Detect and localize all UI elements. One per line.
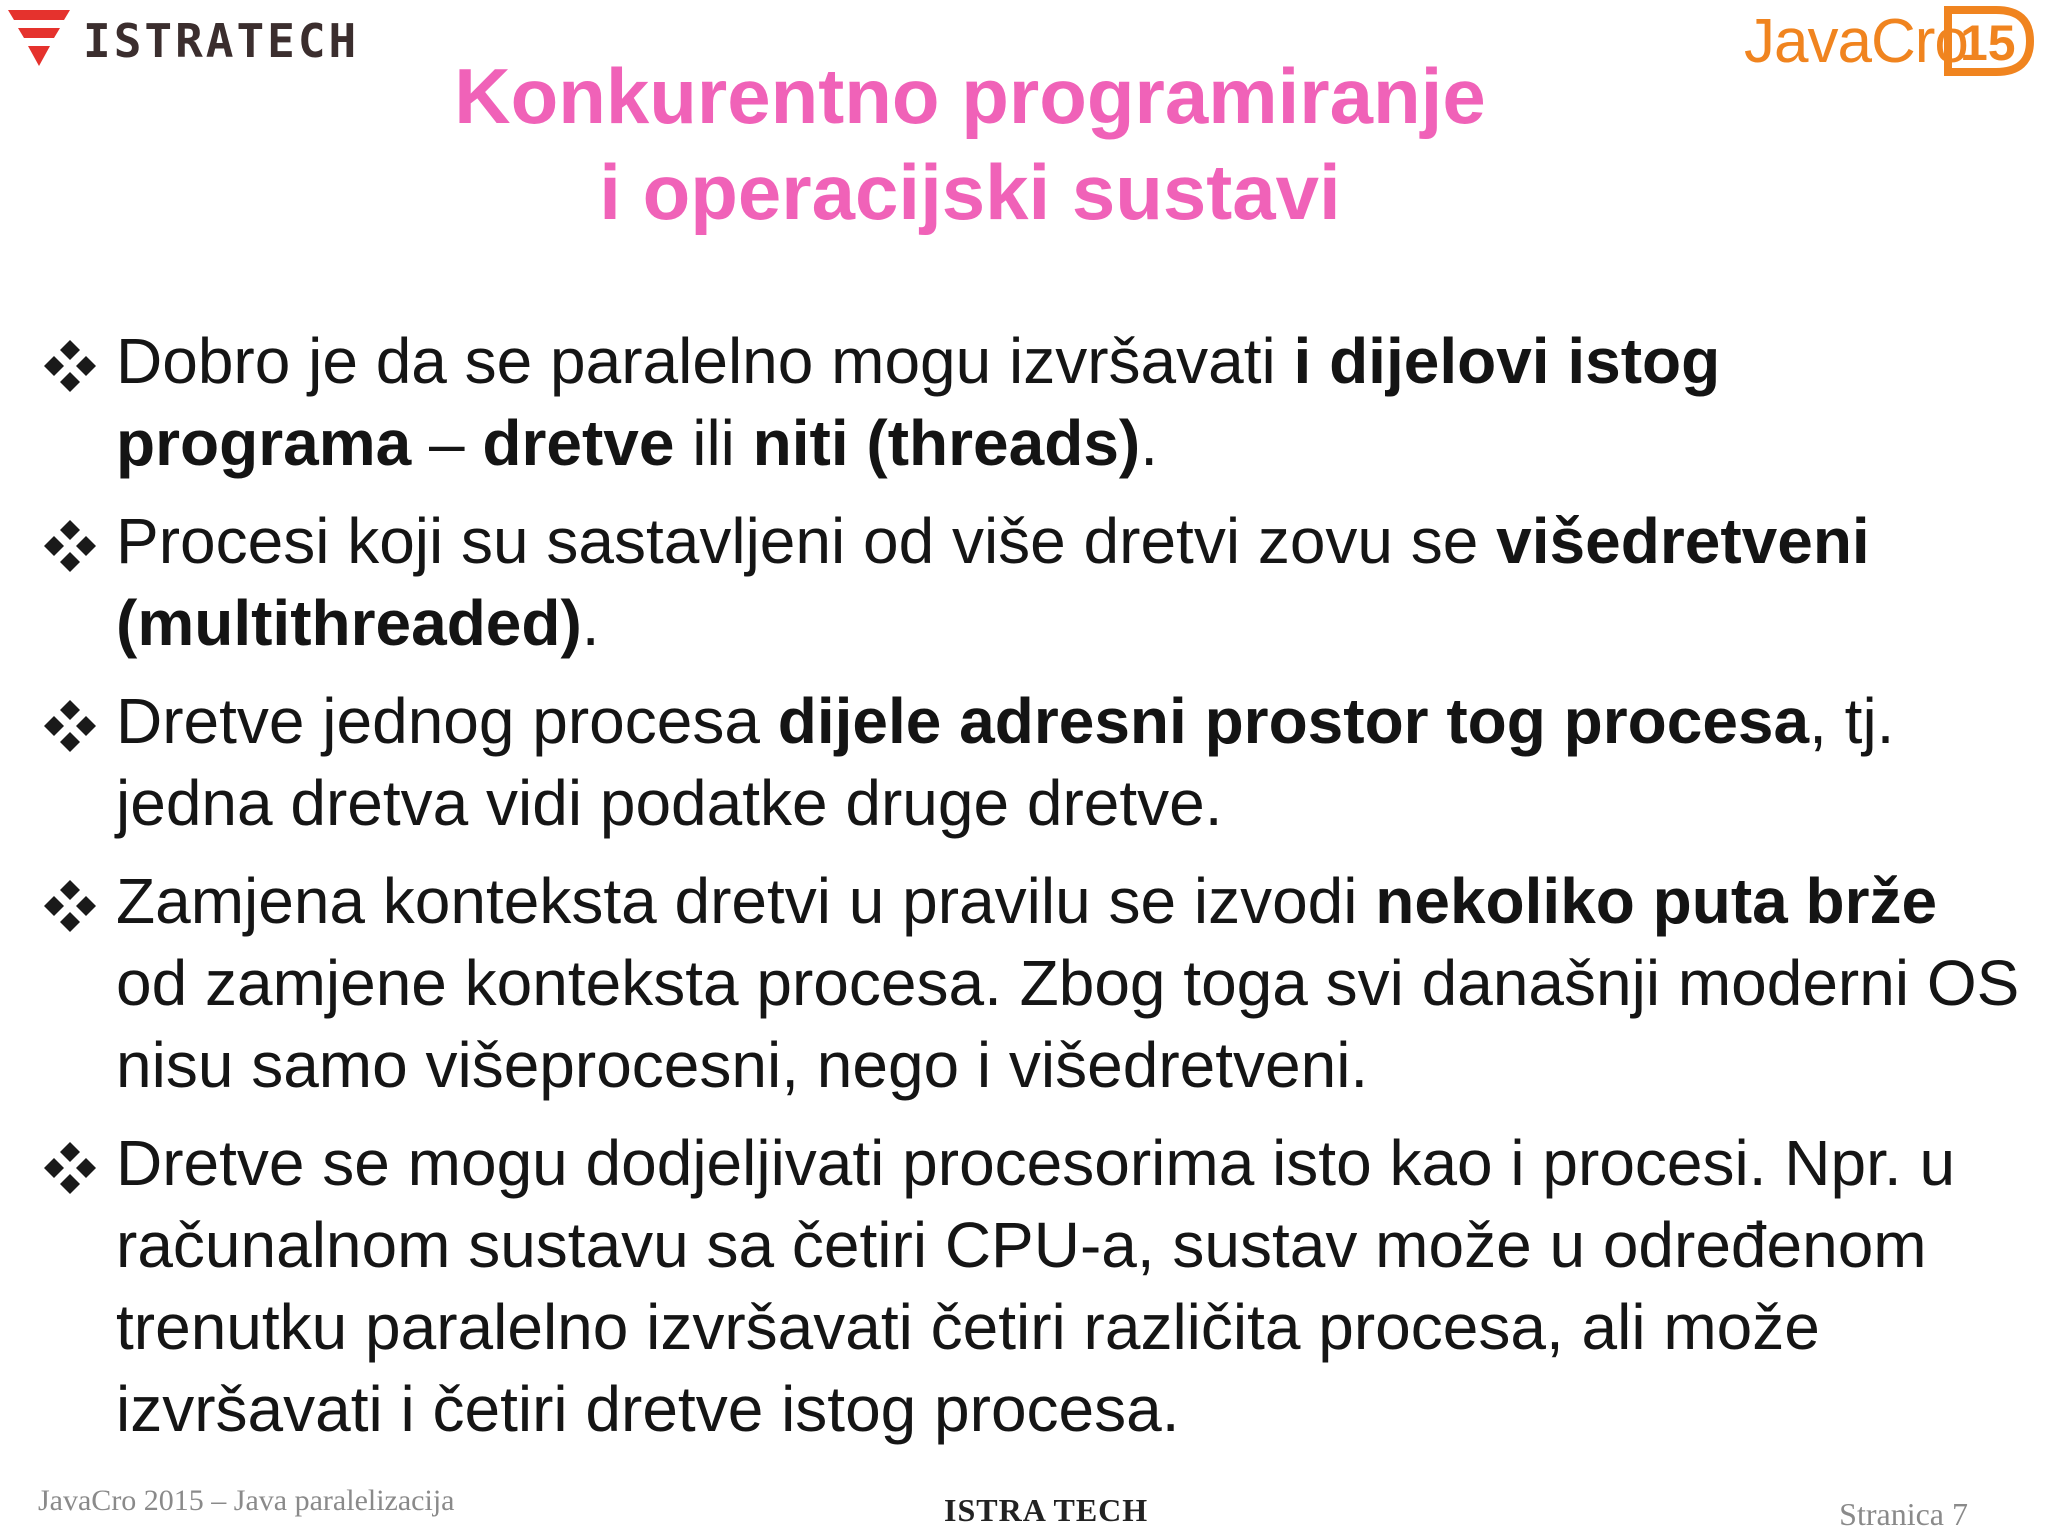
bullet-item [40, 500, 2020, 664]
footer-event: JavaCro 2015 – Java paralelizacija [38, 1484, 455, 1517]
bullet-text-bold-run: nekoliko puta brže [1375, 865, 1938, 937]
javacro-logo [1744, 0, 2044, 80]
bullet-item [40, 1122, 2020, 1450]
slide-title [300, 48, 1640, 240]
bullet-text [116, 860, 2020, 1106]
bullet-text [116, 320, 2020, 484]
bullet-text-bold-run: višedretveni (multithreaded) [116, 505, 1870, 659]
footer-page-number: Stranica 7 [1839, 1496, 1968, 1532]
istratech-logo [8, 6, 360, 76]
bullet-text-run: . [581, 587, 600, 659]
bullet-text-run: Zamjena konteksta dretvi u pravilu se izvodi [116, 865, 1376, 937]
four-diamond-bullet-icon [44, 520, 96, 572]
javacro-year-text: 15 [1960, 15, 2016, 71]
bullet-text [116, 500, 2020, 664]
javacro-logo-text: JavaCro [1744, 7, 1968, 76]
bullet-text-run: Dobro je da se paralelno mogu izvršavati [116, 325, 1294, 397]
bullet-text-run: . [1140, 407, 1158, 479]
bullet-text-bold-run: niti (threads) [752, 407, 1141, 479]
bullet-text-bold-run: dijele adresni prostor tog procesa [777, 685, 1810, 757]
javacro-year-badge-icon [1940, 4, 2036, 78]
istratech-triangle-icon [8, 6, 78, 72]
bullet-text-run: – [411, 407, 483, 479]
istratech-logo-text: ISTRATECH [83, 14, 360, 68]
bullet-text-bold-run: i dijelovi istog programa [116, 325, 1721, 479]
bullet-text-run: od zamjene konteksta procesa. Zbog toga svi današnji moderni OS nisu samo višeprocesni, nego i višedretveni. [116, 947, 2020, 1101]
bullet-item [40, 320, 2020, 484]
bullet-text-run: Dretve jednog procesa [116, 685, 778, 757]
bullet-text-run: ili [674, 407, 753, 479]
bullet-text [116, 680, 2020, 844]
bullet-text [116, 1122, 2020, 1450]
bullet-text-bold-run: dretve [482, 407, 675, 479]
bullet-item [40, 860, 2020, 1106]
bullet-list [40, 320, 2020, 1466]
footer-company: ISTRA TECH [944, 1492, 1149, 1528]
four-diamond-bullet-icon [44, 340, 96, 392]
four-diamond-bullet-icon [44, 880, 96, 932]
bullet-text-run: Dretve se mogu dodjeljivati procesorima isto kao i procesi. Npr. u računalnom sustavu sa četiri CPU-a, sustav može u određenom trenutku paralelno izvršavati četiri različita procesa, ali može izvršavati i četiri dretve istog procesa. [116, 1127, 1956, 1445]
title-line-2: i operacijski sustavi [599, 148, 1341, 236]
four-diamond-bullet-icon [44, 1142, 96, 1194]
bullet-text-run: Procesi koji su sastavljeni od više dretvi zovu se [116, 505, 1497, 577]
title-line-1: Konkurentno programiranje [454, 52, 1486, 140]
four-diamond-bullet-icon [44, 700, 96, 752]
bullet-item [40, 680, 2020, 844]
bullet-text-run: , tj. jedna dretva vidi podatke druge dretve. [116, 685, 1895, 839]
